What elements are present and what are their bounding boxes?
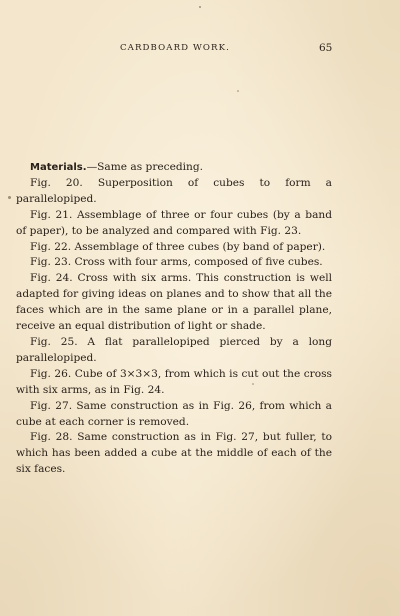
paper-speck (8, 196, 11, 199)
paragraph-text: —Same as preceding. (86, 161, 203, 173)
paper-speck (237, 90, 239, 92)
paragraph-fig-25: Fig. 25. A flat parallelopiped pierced by a long parallelopiped. (16, 335, 332, 364)
body-text (16, 160, 332, 478)
paragraph-fig-27: Fig. 27. Same construction as in Fig. 26, from which a cube at each corner is removed. (16, 399, 332, 428)
paragraph-fig-22: Fig. 22. Assemblage of three cubes (by band of paper). (30, 240, 326, 253)
paragraph-fig-28: Fig. 28. Same construction as in Fig. 27, but fuller, to which has been added a cube at the middle of each of the six faces. (16, 431, 332, 476)
paragraph-materials (16, 160, 332, 176)
running-title: CARDBOARD WORK. (120, 43, 230, 53)
paper-speck (252, 383, 254, 385)
running-head (0, 43, 400, 57)
paper-speck (199, 6, 201, 8)
page-number: 65 (319, 42, 333, 54)
paragraph-fig-20: Fig. 20. Superposition of cubes to form a parallelopiped. (16, 176, 332, 205)
paragraph-lead: Materials. (30, 162, 87, 173)
paragraph-fig-21: Fig. 21. Assemblage of three or four cubes (by a band of paper), to be analyzed and compared with Fig. 23. (16, 208, 332, 237)
paragraph-fig-26: Fig. 26. Cube of 3×3×3, from which is cut out the cross with six arms, as in Fig. 24. (16, 367, 332, 396)
paragraph-fig-24: Fig. 24. Cross with six arms. This construction is well adapted for giving ideas on planes and to show that all the faces which are in the same plane or in a parallel plane, receive an equal distribution of light or shade. (16, 272, 332, 333)
paragraph-fig-23: Fig. 23. Cross with four arms, composed of five cubes. (30, 256, 323, 269)
